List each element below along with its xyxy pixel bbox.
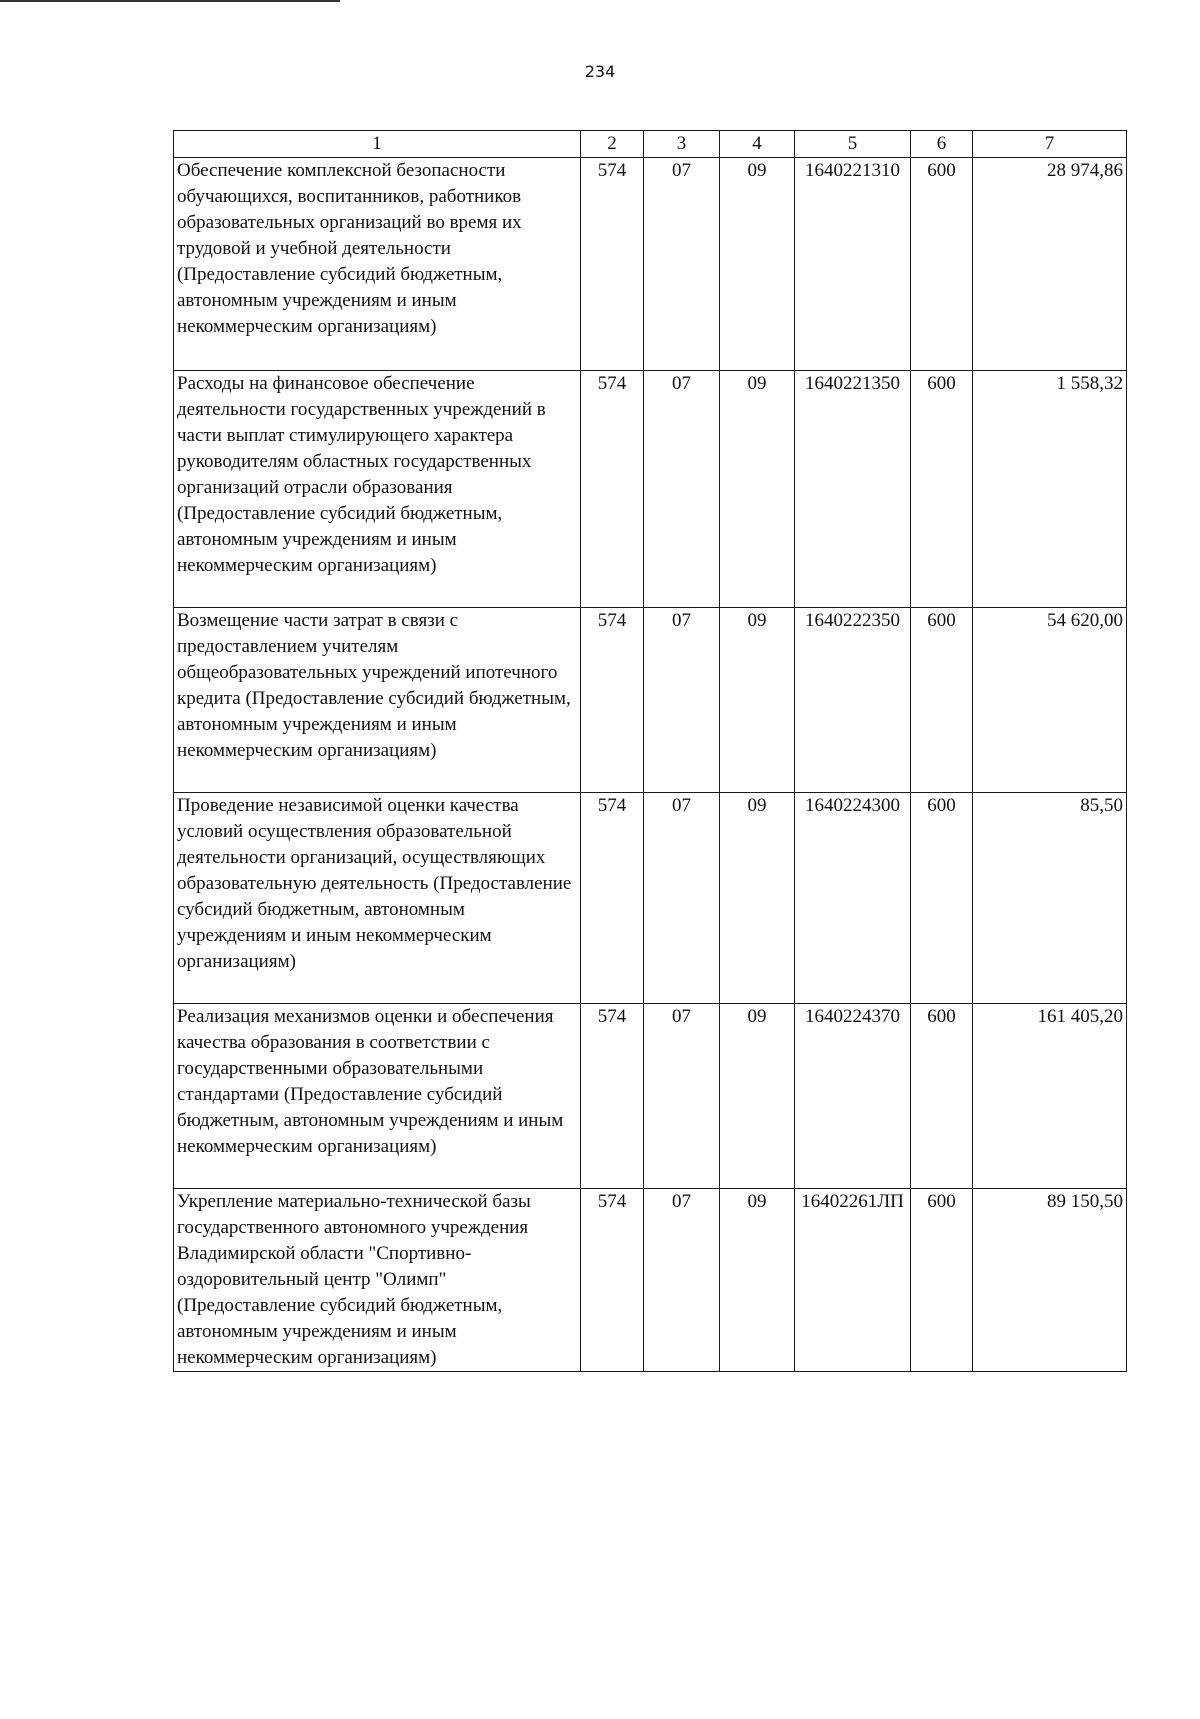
table-row (174, 1004, 1127, 1189)
row-code-2: 574 (581, 1189, 644, 1372)
row-code-3: 07 (644, 608, 720, 793)
row-code-5: 16402261ЛП (795, 1189, 911, 1372)
row-code-5: 1640222350 (795, 608, 911, 793)
row-amount: 161 405,20 (973, 1004, 1127, 1189)
row-amount: 28 974,86 (973, 158, 1127, 371)
row-code-2: 574 (581, 793, 644, 1004)
row-code-4: 09 (720, 1004, 795, 1189)
row-code-6: 600 (911, 158, 973, 371)
row-code-6: 600 (911, 793, 973, 1004)
row-code-6: 600 (911, 1189, 973, 1372)
row-code-2: 574 (581, 608, 644, 793)
row-code-6: 600 (911, 371, 973, 608)
table-row (174, 793, 1127, 1004)
scan-edge-line (0, 0, 340, 2)
row-description: Обеспечение комплексной безопасности обучающихся, воспитанников, работников образовательных организаций во время их трудовой и учебной деятельности (Предоставление субсидий бюджетным, автономным учреждениям и иным некоммерческим организациям) (174, 158, 581, 371)
header-col-2: 2 (581, 131, 644, 158)
budget-table (173, 130, 1127, 1372)
row-code-4: 09 (720, 158, 795, 371)
row-code-3: 07 (644, 793, 720, 1004)
row-description: Реализация механизмов оценки и обеспечения качества образования в соответствии с государственными образовательными стандартами (Предоставление субсидий бюджетным, автономным учреждениям и иным некоммерческим организациям) (174, 1004, 581, 1189)
header-col-1: 1 (174, 131, 581, 158)
row-code-4: 09 (720, 793, 795, 1004)
row-code-3: 07 (644, 1189, 720, 1372)
row-code-4: 09 (720, 371, 795, 608)
row-code-5: 1640221310 (795, 158, 911, 371)
row-amount: 1 558,32 (973, 371, 1127, 608)
row-description: Возмещение части затрат в связи с предоставлением учителям общеобразовательных учреждений ипотечного кредита (Предоставление субсидий бюджетным, автономным учреждениям и иным некоммерческим организациям) (174, 608, 581, 793)
row-code-5: 1640221350 (795, 371, 911, 608)
row-code-4: 09 (720, 608, 795, 793)
row-code-2: 574 (581, 1004, 644, 1189)
row-description: Укрепление материально-технической базы государственного автономного учреждения Владимирской области "Спортивно-оздоровительный центр "Олимп" (Предоставление субсидий бюджетным, автономным учреждениям и иным некоммерческим организациям) (174, 1189, 581, 1372)
row-code-6: 600 (911, 608, 973, 793)
table-row (174, 608, 1127, 793)
row-code-2: 574 (581, 158, 644, 371)
row-code-3: 07 (644, 158, 720, 371)
header-col-4: 4 (720, 131, 795, 158)
header-col-7: 7 (973, 131, 1127, 158)
table-row (174, 371, 1127, 608)
row-amount: 85,50 (973, 793, 1127, 1004)
header-col-3: 3 (644, 131, 720, 158)
table-row (174, 158, 1127, 371)
row-code-2: 574 (581, 371, 644, 608)
row-code-3: 07 (644, 1004, 720, 1189)
row-amount: 54 620,00 (973, 608, 1127, 793)
row-description: Расходы на финансовое обеспечение деятельности государственных учреждений в части выплат стимулирующего характера руководителям областных государственных организаций отрасли образования (Предоставление субсидий бюджетным, автономным учреждениям и иным некоммерческим организациям) (174, 371, 581, 608)
table-row (174, 1189, 1127, 1372)
header-row (174, 131, 1127, 158)
row-code-6: 600 (911, 1004, 973, 1189)
row-code-5: 1640224370 (795, 1004, 911, 1189)
row-code-4: 09 (720, 1189, 795, 1372)
row-amount: 89 150,50 (973, 1189, 1127, 1372)
page-number: 234 (584, 62, 616, 81)
row-code-5: 1640224300 (795, 793, 911, 1004)
row-description: Проведение независимой оценки качества условий осуществления образовательной деятельности организаций, осуществляющих образовательную деятельность (Предоставление субсидий бюджетным, автономным учреждениям и иным некоммерческим организациям) (174, 793, 581, 1004)
row-code-3: 07 (644, 371, 720, 608)
header-col-6: 6 (911, 131, 973, 158)
header-col-5: 5 (795, 131, 911, 158)
